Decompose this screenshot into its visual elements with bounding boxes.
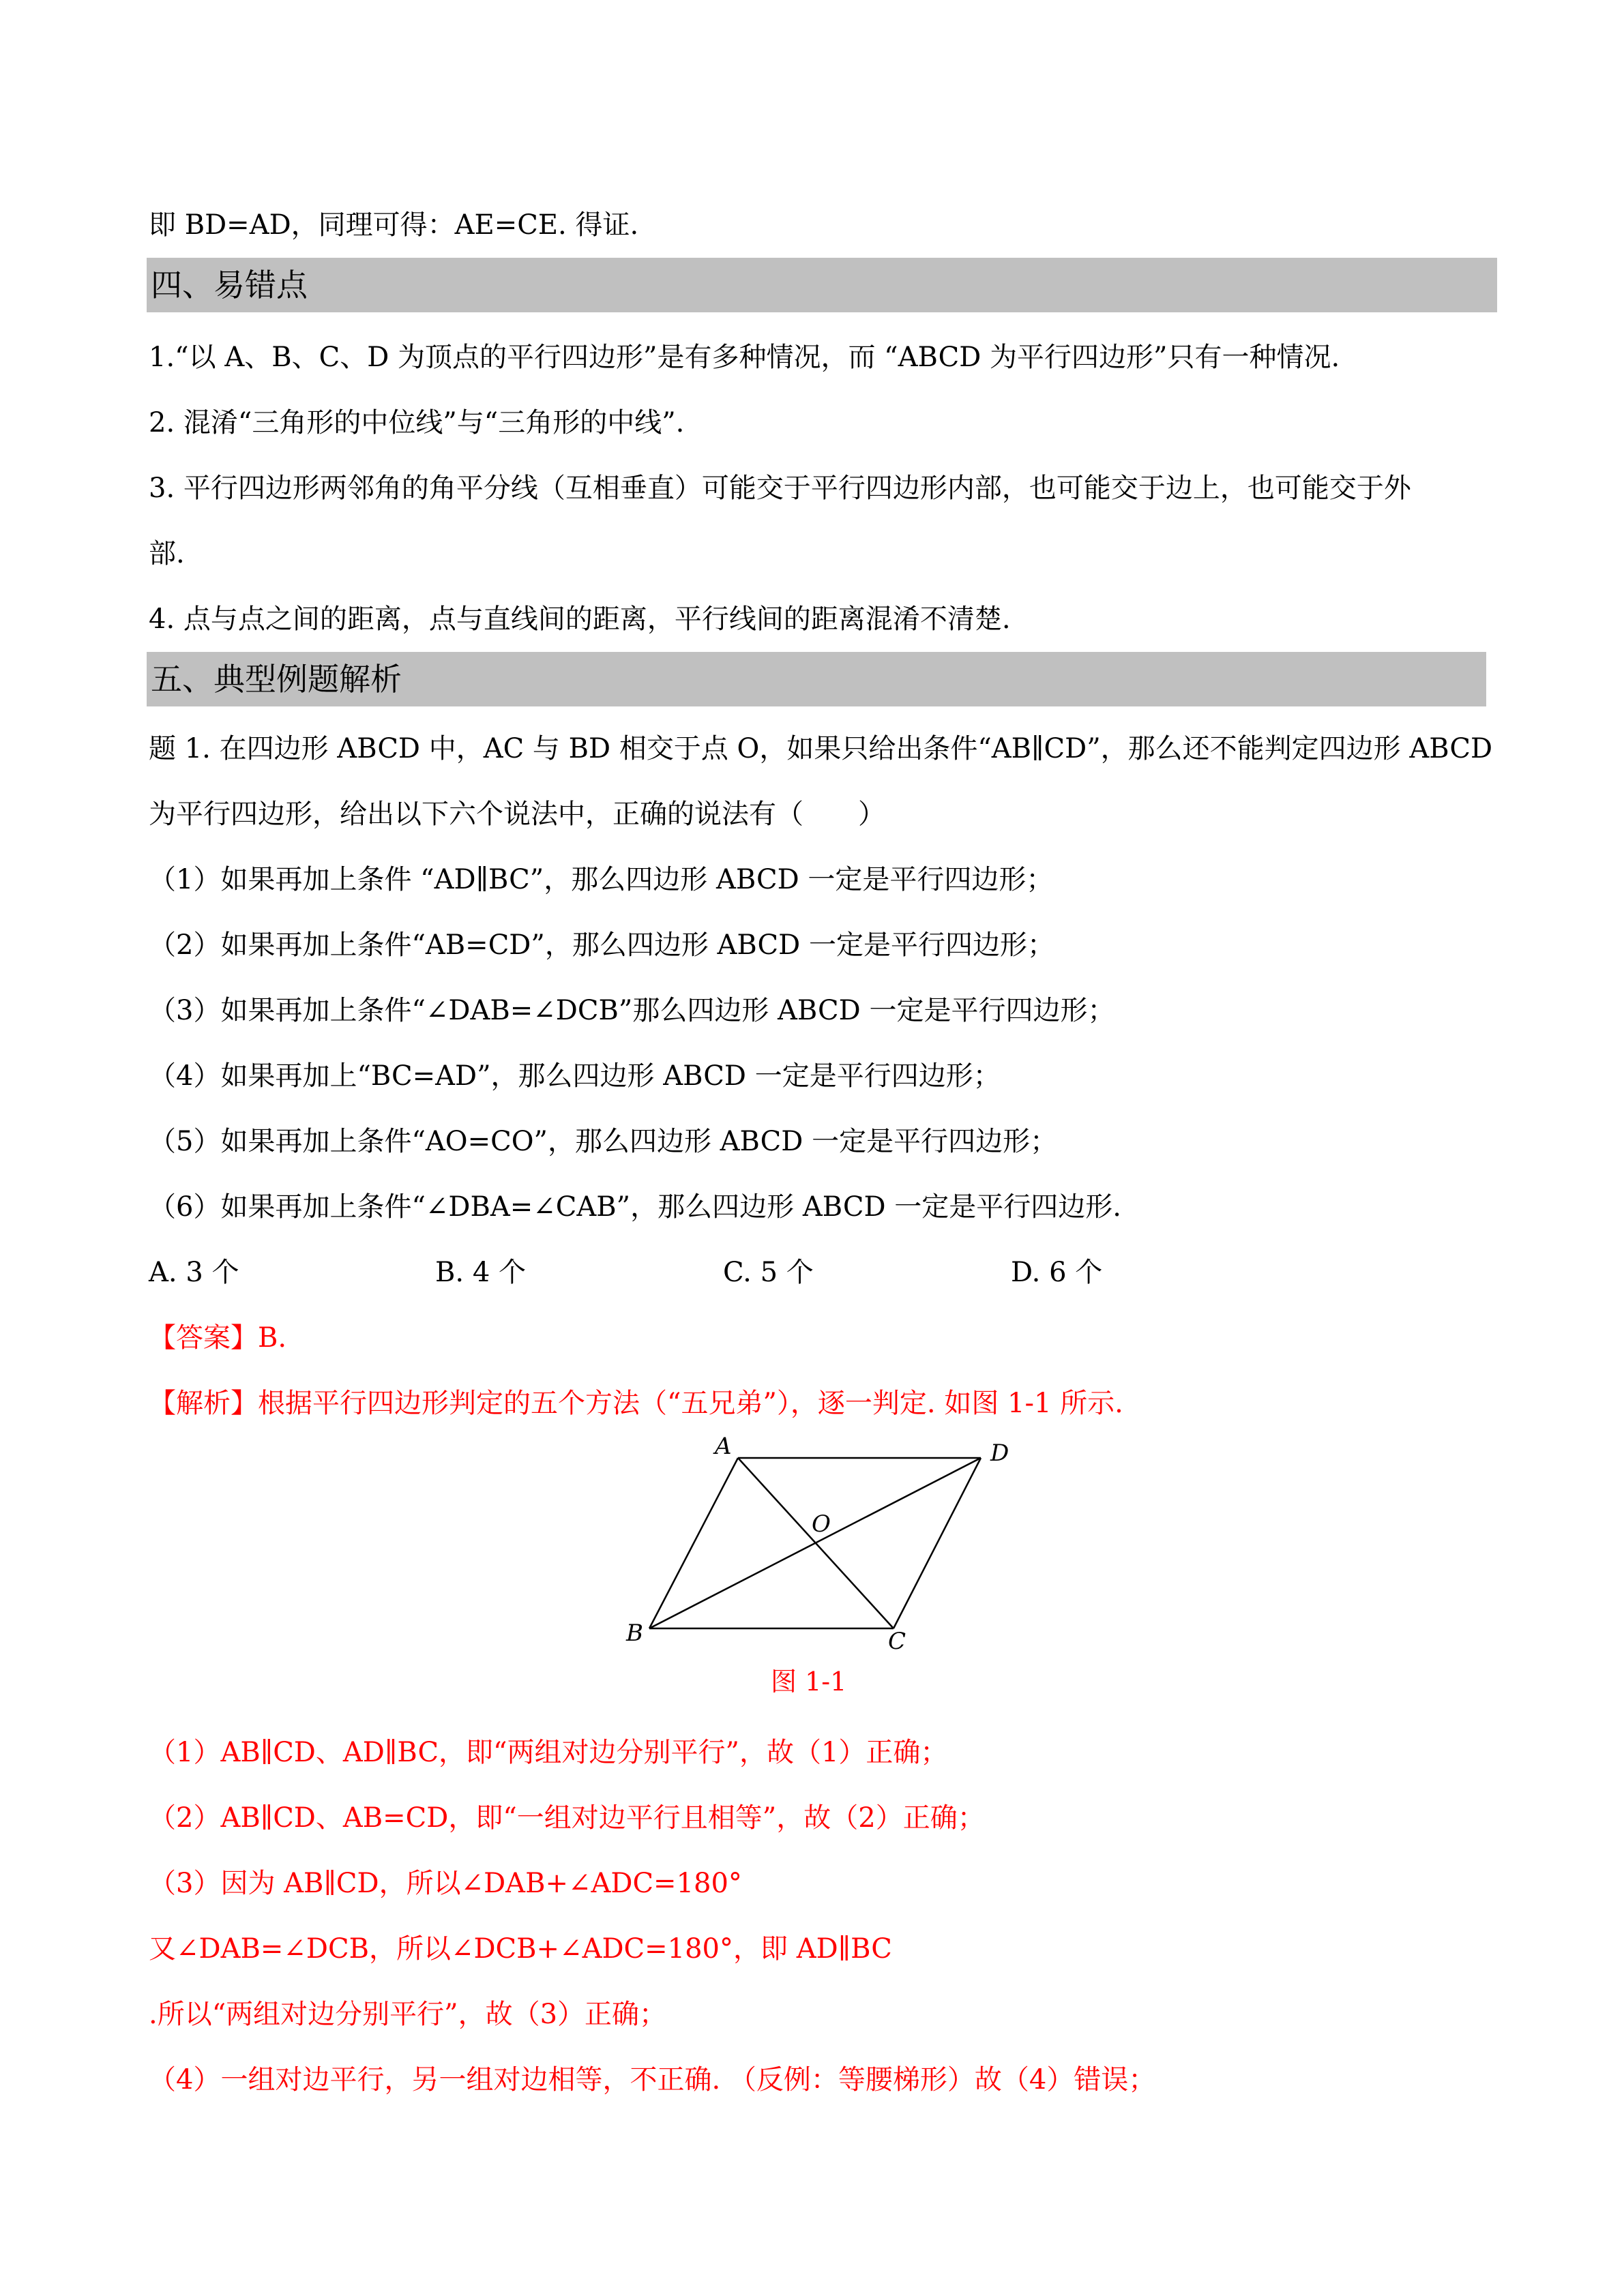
problem-line-2: 为平行四边形，给出以下六个说法中，正确的说法有（ ） [149, 799, 885, 830]
statement-3: （3）如果再加上条件“∠DAB=∠DCB”那么四边形 ABCD 一定是平行四边形； [149, 995, 1115, 1026]
statement-1: （1）如果再加上条件 “AD∥BC”，那么四边形 ABCD 一定是平行四边形； [149, 864, 1054, 895]
solution-line-2: （2）AB∥CD、AB=CD，即“一组对边平行且相等”，故（2）正确； [149, 1802, 985, 1834]
error-item-4: 4. 点与点之间的距离，点与直线间的距离，平行线间的距离混淆不清楚. [149, 603, 1011, 635]
vertex-label-b: B [626, 1620, 643, 1647]
solution-line-4: 又∠DAB=∠DCB，所以∠DCB+∠ADC=180°，即 AD∥BC [149, 1933, 892, 1965]
solution-line-5: .所以“两组对边分别平行”，故（3）正确； [149, 1999, 667, 2030]
statement-2: （2）如果再加上条件“AB=CD”，那么四边形 ABCD 一定是平行四边形； [149, 929, 1054, 961]
statement-6: （6）如果再加上条件“∠DBA=∠CAB”，那么四边形 ABCD 一定是平行四边形. [149, 1191, 1121, 1223]
diagonal-bd [649, 1458, 981, 1628]
option-c: C. 5 个 [723, 1257, 814, 1288]
solution-line-3: （3）因为 AB∥CD，所以∠DAB+∠ADC=180° [149, 1868, 742, 1899]
vertex-label-d: D [990, 1440, 1009, 1467]
option-b: B. 4 个 [435, 1257, 526, 1288]
section5-heading: 五、典型例题解析 [147, 652, 1486, 706]
analysis-line: 【解析】根据平行四边形判定的五个方法（“五兄弟”），逐一判定. 如图 1-1 所示. [149, 1388, 1123, 1419]
section4-heading: 四、易错点 [147, 258, 1497, 312]
error-item-1: 1.“以 A、B、C、D 为顶点的平行四边形”是有多种情况，而 “ABCD 为平行四边形”只有一种情况. [149, 342, 1340, 373]
vertex-label-a: A [715, 1433, 732, 1460]
statement-4: （4）如果再加上“BC=AD”，那么四边形 ABCD 一定是平行四边形； [149, 1060, 1001, 1092]
option-d: D. 6 个 [1011, 1257, 1103, 1288]
error-item-3-cont: 部. [149, 538, 185, 569]
figure-caption: 图 1-1 [771, 1667, 847, 1697]
answer-line: 【答案】B. [149, 1322, 287, 1354]
vertex-label-o: O [812, 1510, 831, 1538]
error-item-3: 3. 平行四边形两邻角的角平分线（互相垂直）可能交于平行四边形内部，也可能交于边上，也可能交于外 [149, 473, 1411, 504]
statement-5: （5）如果再加上条件“AO=CO”，那么四边形 ABCD 一定是平行四边形； [149, 1126, 1058, 1157]
option-a: A. 3 个 [149, 1257, 239, 1288]
error-item-2: 2. 混淆“三角形的中位线”与“三角形的中线”. [149, 407, 685, 438]
side-ba [649, 1458, 738, 1628]
intro-line: 即 BD=AD，同理可得：AE=CE. 得证. [149, 209, 639, 241]
solution-line-1: （1）AB∥CD、AD∥BC，即“两组对边分别平行”，故（1）正确； [149, 1737, 948, 1768]
problem-line-1: 题 1. 在四边形 ABCD 中，AC 与 BD 相交于点 O，如果只给出条件“AB∥CD”，那么还不能判定四边形 ABCD [149, 733, 1493, 764]
vertex-label-c: C [888, 1628, 906, 1655]
solution-line-6: （4）一组对边平行，另一组对边相等，不正确. （反例：等腰梯形）故（4）错误； [149, 2064, 1156, 2096]
side-dc [894, 1458, 981, 1628]
